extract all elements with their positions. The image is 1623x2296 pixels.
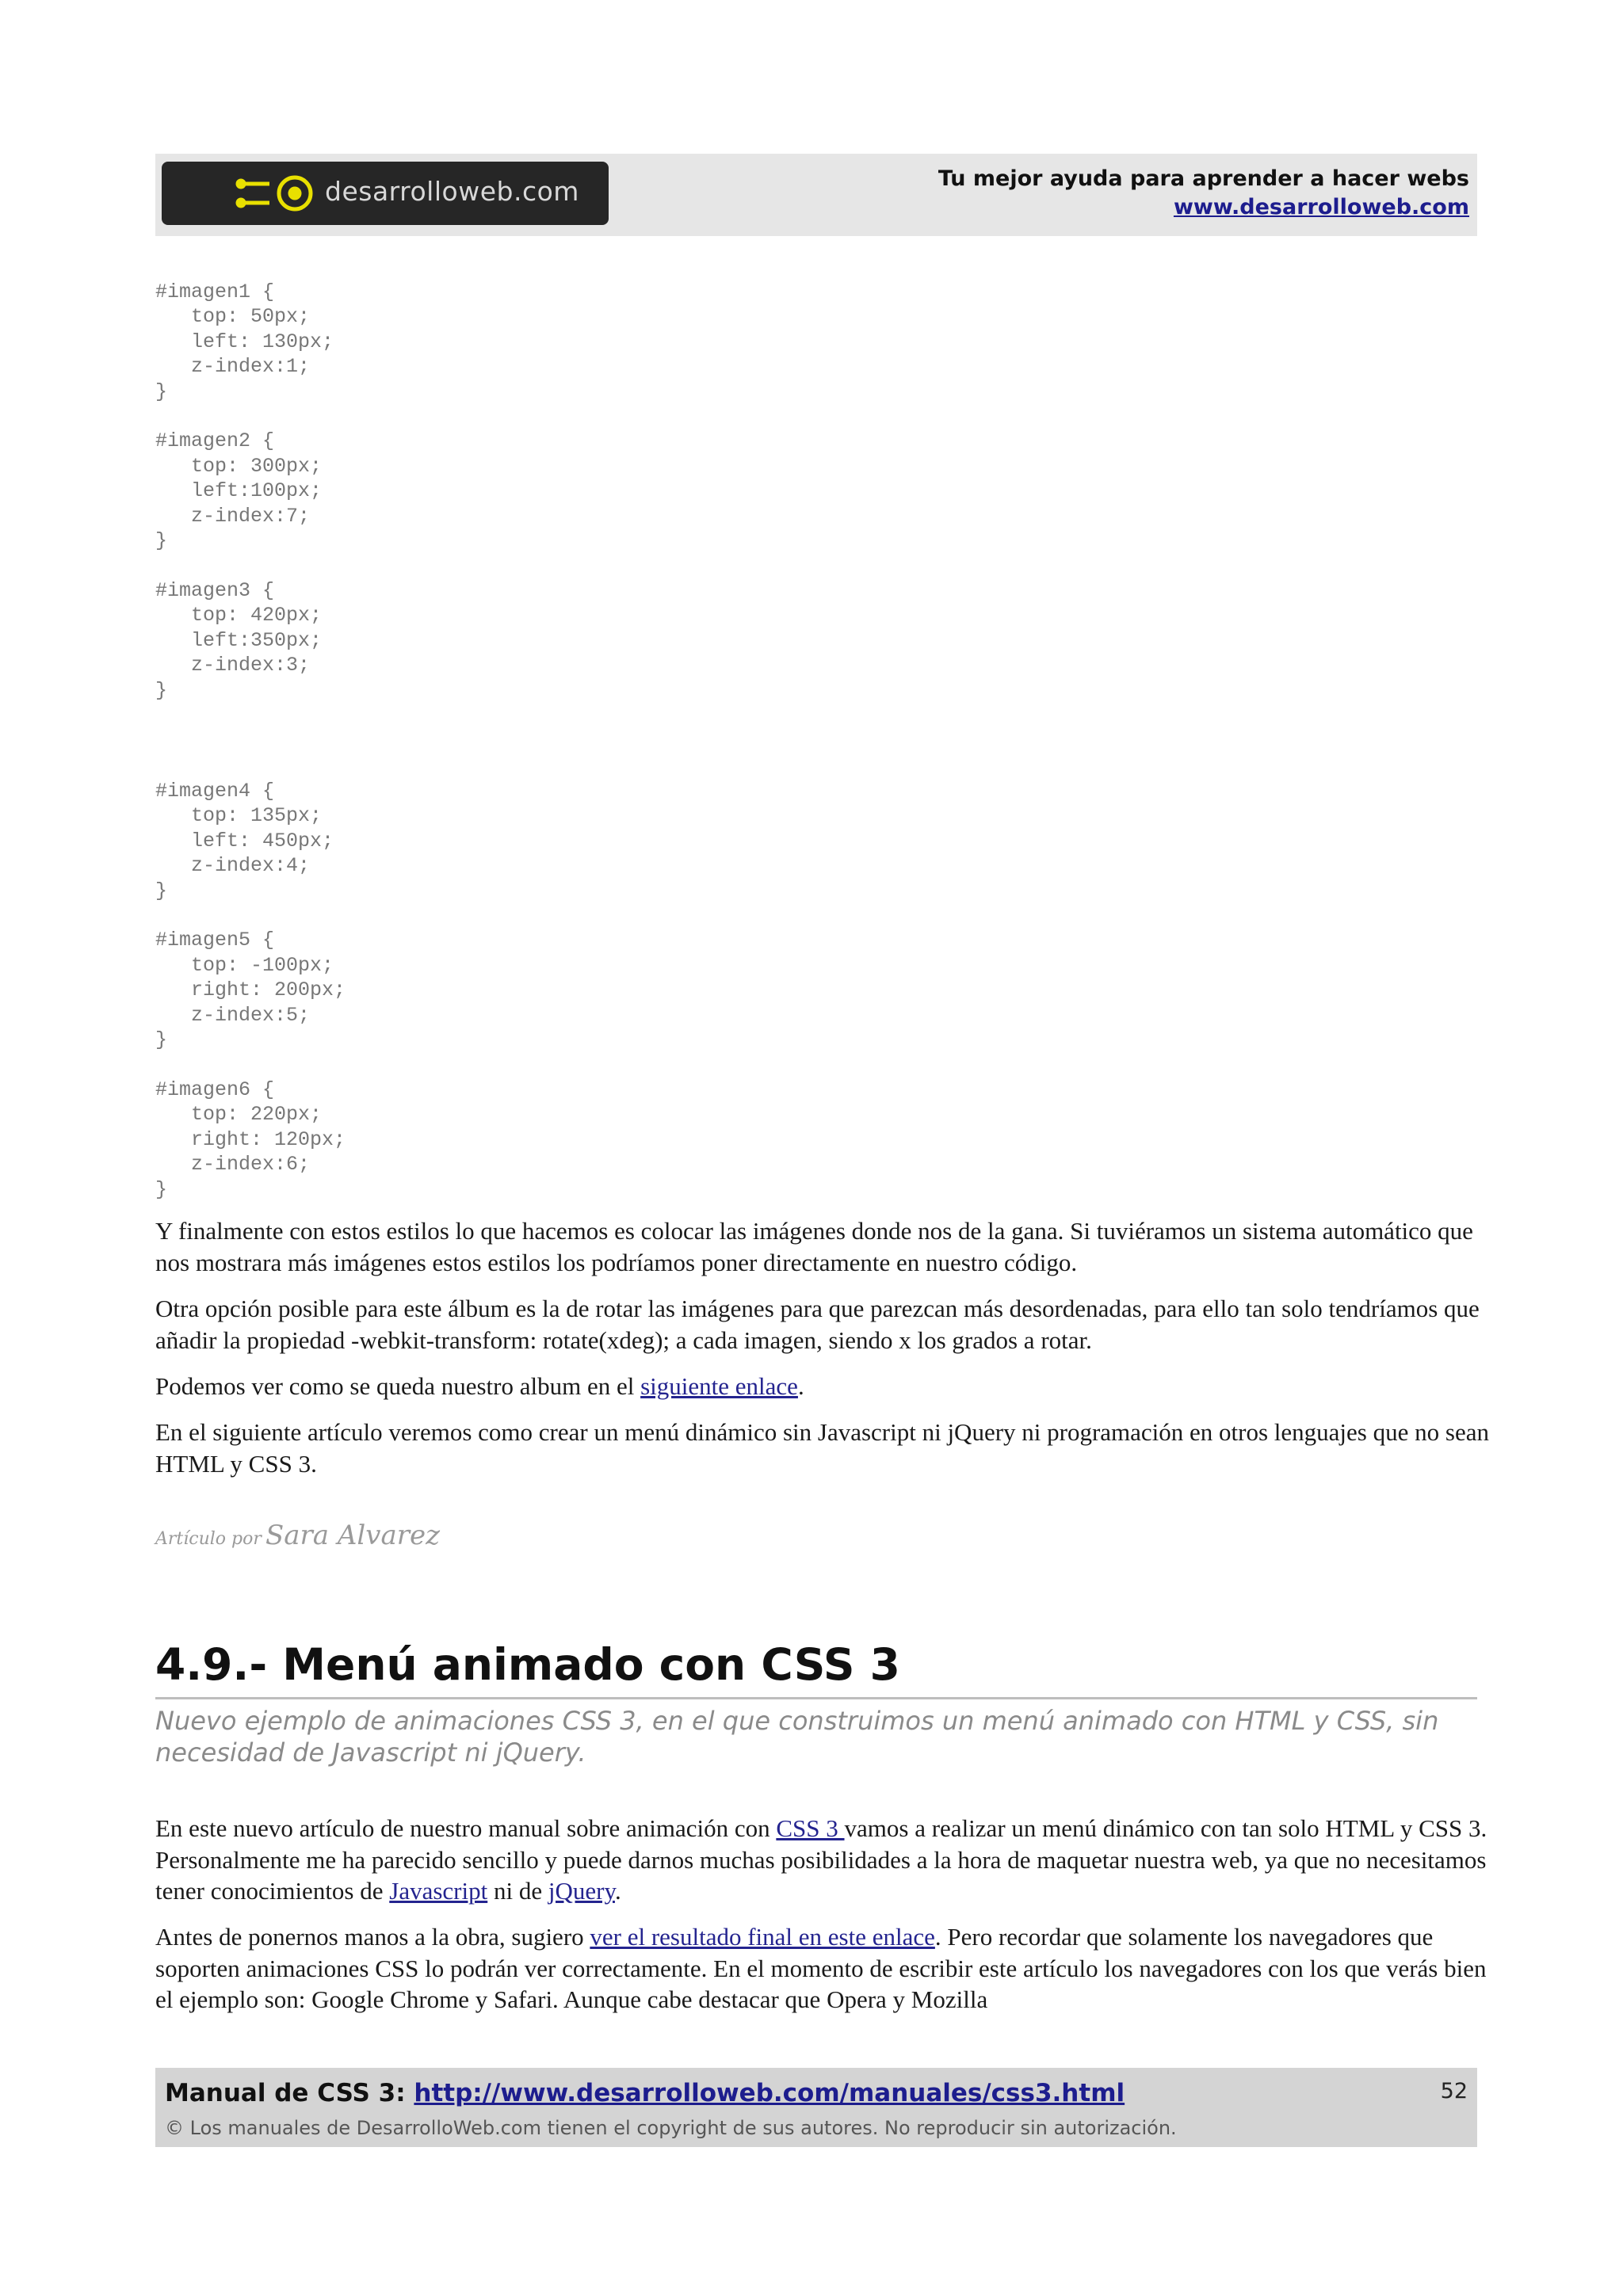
paragraph-text: . <box>614 1877 621 1905</box>
article-byline <box>155 1520 440 1551</box>
paragraph <box>155 1371 1503 1402</box>
code-block: #imagen4 { top: 135px; left: 450px; z-index:4; } #imagen5 { top: -100px; right: 200px; z-index:5; } #imagen6 { top: 220px; right: 120px; z-index:6; } <box>155 780 346 1201</box>
byline-prefix: Artículo por <box>155 1529 262 1549</box>
paragraph <box>155 1921 1503 2016</box>
paragraph-text: ni de <box>487 1877 548 1905</box>
section-title: 4.9.- Menú animado con CSS 3 <box>155 1639 900 1690</box>
logo-mark-icon <box>231 171 319 215</box>
logo-text: desarrolloweb.com <box>325 176 579 207</box>
section-subtitle: Nuevo ejemplo de animaciones CSS 3, en el que construimos un menú animado con HTML y CSS, sin necesidad de Javascript ni jQuery. <box>155 1706 1439 1768</box>
footer-manual <box>165 2079 1125 2107</box>
title-divider <box>155 1697 1477 1699</box>
paragraph: Y finalmente con estos estilos lo que hacemos es colocar las imágenes donde nos de la gana. Si tuviéramos un sistema automático que nos mostrara más imágenes estos estilos los podríamos poner directamente en nuestro código. <box>155 1217 1473 1276</box>
paragraph-text: En este nuevo artículo de nuestro manual sobre animación con <box>155 1814 777 1842</box>
site-logo[interactable] <box>162 162 609 225</box>
jquery-link[interactable]: jQuery <box>548 1877 615 1905</box>
css3-link[interactable]: CSS 3 <box>776 1814 845 1842</box>
album-link[interactable]: siguiente enlace <box>640 1372 798 1400</box>
footer-manual-label: Manual de CSS 3: <box>165 2079 414 2107</box>
paragraph-text: Podemos ver como se queda nuestro album en el <box>155 1372 641 1400</box>
header-tagline: Tu mejor ayuda para aprender a hacer webs <box>938 166 1469 191</box>
paragraph-text: . <box>797 1372 804 1400</box>
code-block: #imagen1 { top: 50px; left: 130px; z-index:1; } #imagen2 { top: 300px; left:100px; z-index:7; } #imagen3 { top: 420px; left:350px; z-index:3; } <box>155 280 334 702</box>
footer-manual-link[interactable]: http://www.desarrolloweb.com/manuales/css3.html <box>414 2079 1125 2107</box>
paragraph: Otra opción posible para este álbum es la de rotar las imágenes para que parezcan más desordenadas, para ello tan solo tendríamos que añadir la propiedad -webkit-transform: rotate(xdeg); a cada imagen, siendo x los grados a rotar. <box>155 1295 1480 1354</box>
paragraph <box>155 1813 1503 1907</box>
result-link[interactable]: ver el resultado final en este enlace <box>590 1923 935 1951</box>
page-footer <box>155 2068 1477 2147</box>
byline-author: Sara Alvarez <box>265 1520 441 1551</box>
paragraph: En el siguiente artículo veremos como crear un menú dinámico sin Javascript ni jQuery ni programación en otros lenguajes que no sean HTML y CSS 3. <box>155 1418 1489 1478</box>
page-header <box>155 154 1477 236</box>
header-site-link[interactable]: www.desarrolloweb.com <box>1173 195 1469 219</box>
paragraph-text: vamos a realizar un menú dinámico con tan solo HTML y CSS 3. Personalmente me ha parecido sencillo y puede darnos muchas posibilidades a la hora de maquetar nuestra web, ya que no necesitamos tener conocimientos de <box>155 1814 1487 1905</box>
page-number: 52 <box>1440 2079 1468 2103</box>
paragraph-text: . Pero recordar que solamente los navegadores que soporten animaciones CSS lo podrán ver correctamente. En el momento de escribir este artículo los navegadores con los que verás bien el ejemplo son: Google Chrome y Safari. Aunque cabe destacar que Opera y Mozilla <box>155 1923 1487 2013</box>
footer-copyright: © Los manuales de DesarrolloWeb.com tienen el copyright de sus autores. No reproducir sin autorización. <box>165 2117 1177 2139</box>
paragraph-text: Antes de ponernos manos a la obra, sugiero <box>155 1923 590 1951</box>
javascript-link[interactable]: Javascript <box>389 1877 488 1905</box>
